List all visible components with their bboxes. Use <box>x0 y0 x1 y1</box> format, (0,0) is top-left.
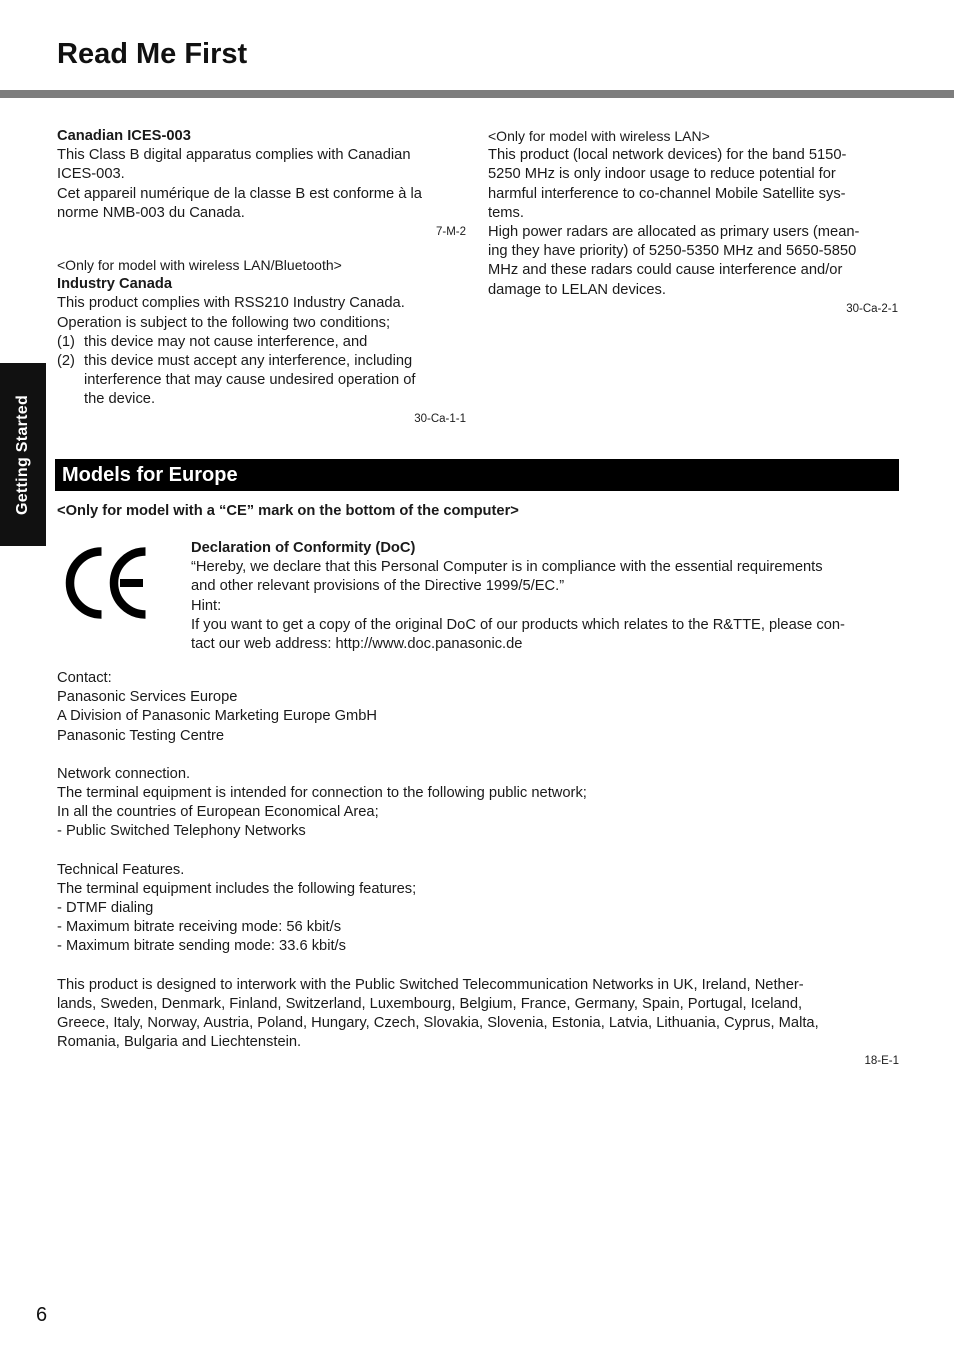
wlan-line: ing they have priority) of 5250-5350 MHz and 5650-5850 <box>488 243 857 260</box>
contact-line: Panasonic Testing Centre <box>57 727 225 744</box>
wlan-line: 5250 MHz is only indoor usage to reduce potential for <box>488 166 836 183</box>
bluetooth-note: <Only for model with wireless LAN/Bluetooth> <box>57 257 342 274</box>
technical-line: - DTMF dialing <box>57 900 154 917</box>
condition-2-text-line-3: the device. <box>84 391 156 408</box>
network-heading: Network connection. <box>57 765 191 782</box>
spacer <box>57 240 466 256</box>
wlan-line: This product (local network devices) for the band 5150- <box>488 147 847 164</box>
condition-2-text-line-1: this device must accept any interference, including <box>84 353 413 370</box>
interwork-line: Romania, Bulgaria and Liechtenstein. <box>57 1034 302 1051</box>
doc-line-2: and other relevant provisions of the Directive 1999/5/EC.” <box>191 578 565 595</box>
spacer <box>57 842 899 861</box>
ices-french-line-2: norme NMB-003 du Canada. <box>57 204 245 221</box>
doc-heading: Declaration of Conformity (DoC) <box>191 540 416 556</box>
network-line: In all the countries of European Economical Area; <box>57 804 379 821</box>
condition-2-text-line-2: interference that may cause undesired operation of <box>84 372 416 389</box>
spacer <box>57 746 899 765</box>
side-tab-label: Getting Started <box>14 394 31 516</box>
interwork-code: 18-E-1 <box>864 1055 899 1068</box>
condition-1-text: this device may not cause interference, and <box>84 333 368 350</box>
page-title: Read Me First <box>57 38 248 70</box>
contact-line: Panasonic Services Europe <box>57 689 238 706</box>
section-title: Models for Europe <box>62 464 238 486</box>
condition-2 <box>57 352 466 410</box>
interwork-line: Greece, Italy, Norway, Austria, Poland, Hungary, Czech, Slovakia, Slovenia, Estonia, Latvia, Lithuania, Cyprus, Malta, <box>57 1015 819 1032</box>
network-line: The terminal equipment is intended for connection to the following public network; <box>57 785 587 802</box>
condition-1 <box>57 333 466 352</box>
network-line: - Public Switched Telephony Networks <box>57 823 306 840</box>
wlan-line: damage to LELAN devices. <box>488 281 666 298</box>
europe-body <box>57 669 899 1069</box>
ices-english-line-2: ICES-003. <box>57 166 125 183</box>
doc-hint: Hint: <box>191 597 222 614</box>
contact-line: A Division of Panasonic Marketing Europe GmbH <box>57 708 378 725</box>
ices-code: 7-M-2 <box>435 226 466 239</box>
doc-line-4: tact our web address: http://www.doc.panasonic.de <box>191 636 523 653</box>
industry-canada-heading: Industry Canada <box>57 276 173 293</box>
right-column <box>488 127 898 317</box>
declaration-of-conformity <box>191 539 899 654</box>
wireless-lan-note: <Only for model with wireless LAN> <box>488 128 710 144</box>
ce-model-note: <Only for model with a “CE” mark on the bottom of the computer> <box>57 503 519 519</box>
spacer <box>57 957 899 976</box>
industry-canada-line-2: Operation is subject to the following two conditions; <box>57 314 391 331</box>
technical-line: The terminal equipment includes the following features; <box>57 880 417 897</box>
left-column <box>57 127 466 427</box>
condition-2-number: (2) <box>57 353 75 370</box>
interwork-line: lands, Sweden, Denmark, Finland, Switzerland, Luxembourg, Belgium, France, Germany, Spain, Portugal, Iceland, <box>57 995 803 1012</box>
wlan-line: High power radars are allocated as primary users (mean- <box>488 224 860 241</box>
industry-canada-line-1: This product complies with RSS210 Industry Canada. <box>57 295 405 312</box>
doc-line-1: “Hereby, we declare that this Personal Computer is in compliance with the essential requirements <box>191 559 823 576</box>
wlan-line: harmful interference to co-channel Mobile Satellite sys- <box>488 185 846 202</box>
ce-mark-icon <box>62 545 152 626</box>
header-rule <box>0 90 954 98</box>
technical-line: - Maximum bitrate sending mode: 33.6 kbit/s <box>57 938 346 955</box>
wlan-code: 30-Ca-2-1 <box>846 302 898 315</box>
technical-heading: Technical Features. <box>57 861 185 878</box>
ices-french-line-1: Cet appareil numérique de la classe B est conforme à la <box>57 185 422 202</box>
condition-1-number: (1) <box>57 333 75 350</box>
wlan-line: tems. <box>488 204 524 221</box>
contact-label: Contact: <box>57 670 112 686</box>
section-header-models-for-europe <box>55 459 899 491</box>
technical-line: - Maximum bitrate receiving mode: 56 kbit/s <box>57 919 342 936</box>
interwork-line: This product is designed to interwork with the Public Switched Telecommunication Networks in UK, Ireland, Nether- <box>57 976 804 993</box>
doc-line-3: If you want to get a copy of the original DoC of our products which relates to the R&TTE, please con- <box>191 616 845 633</box>
wlan-line: MHz and these radars could cause interference and/or <box>488 262 843 279</box>
ices-english-line-1: This Class B digital apparatus complies with Canadian <box>57 147 411 164</box>
industry-canada-code: 30-Ca-1-1 <box>414 412 466 425</box>
page-number: 6 <box>36 1304 48 1326</box>
ices-heading: Canadian ICES-003 <box>57 128 191 144</box>
